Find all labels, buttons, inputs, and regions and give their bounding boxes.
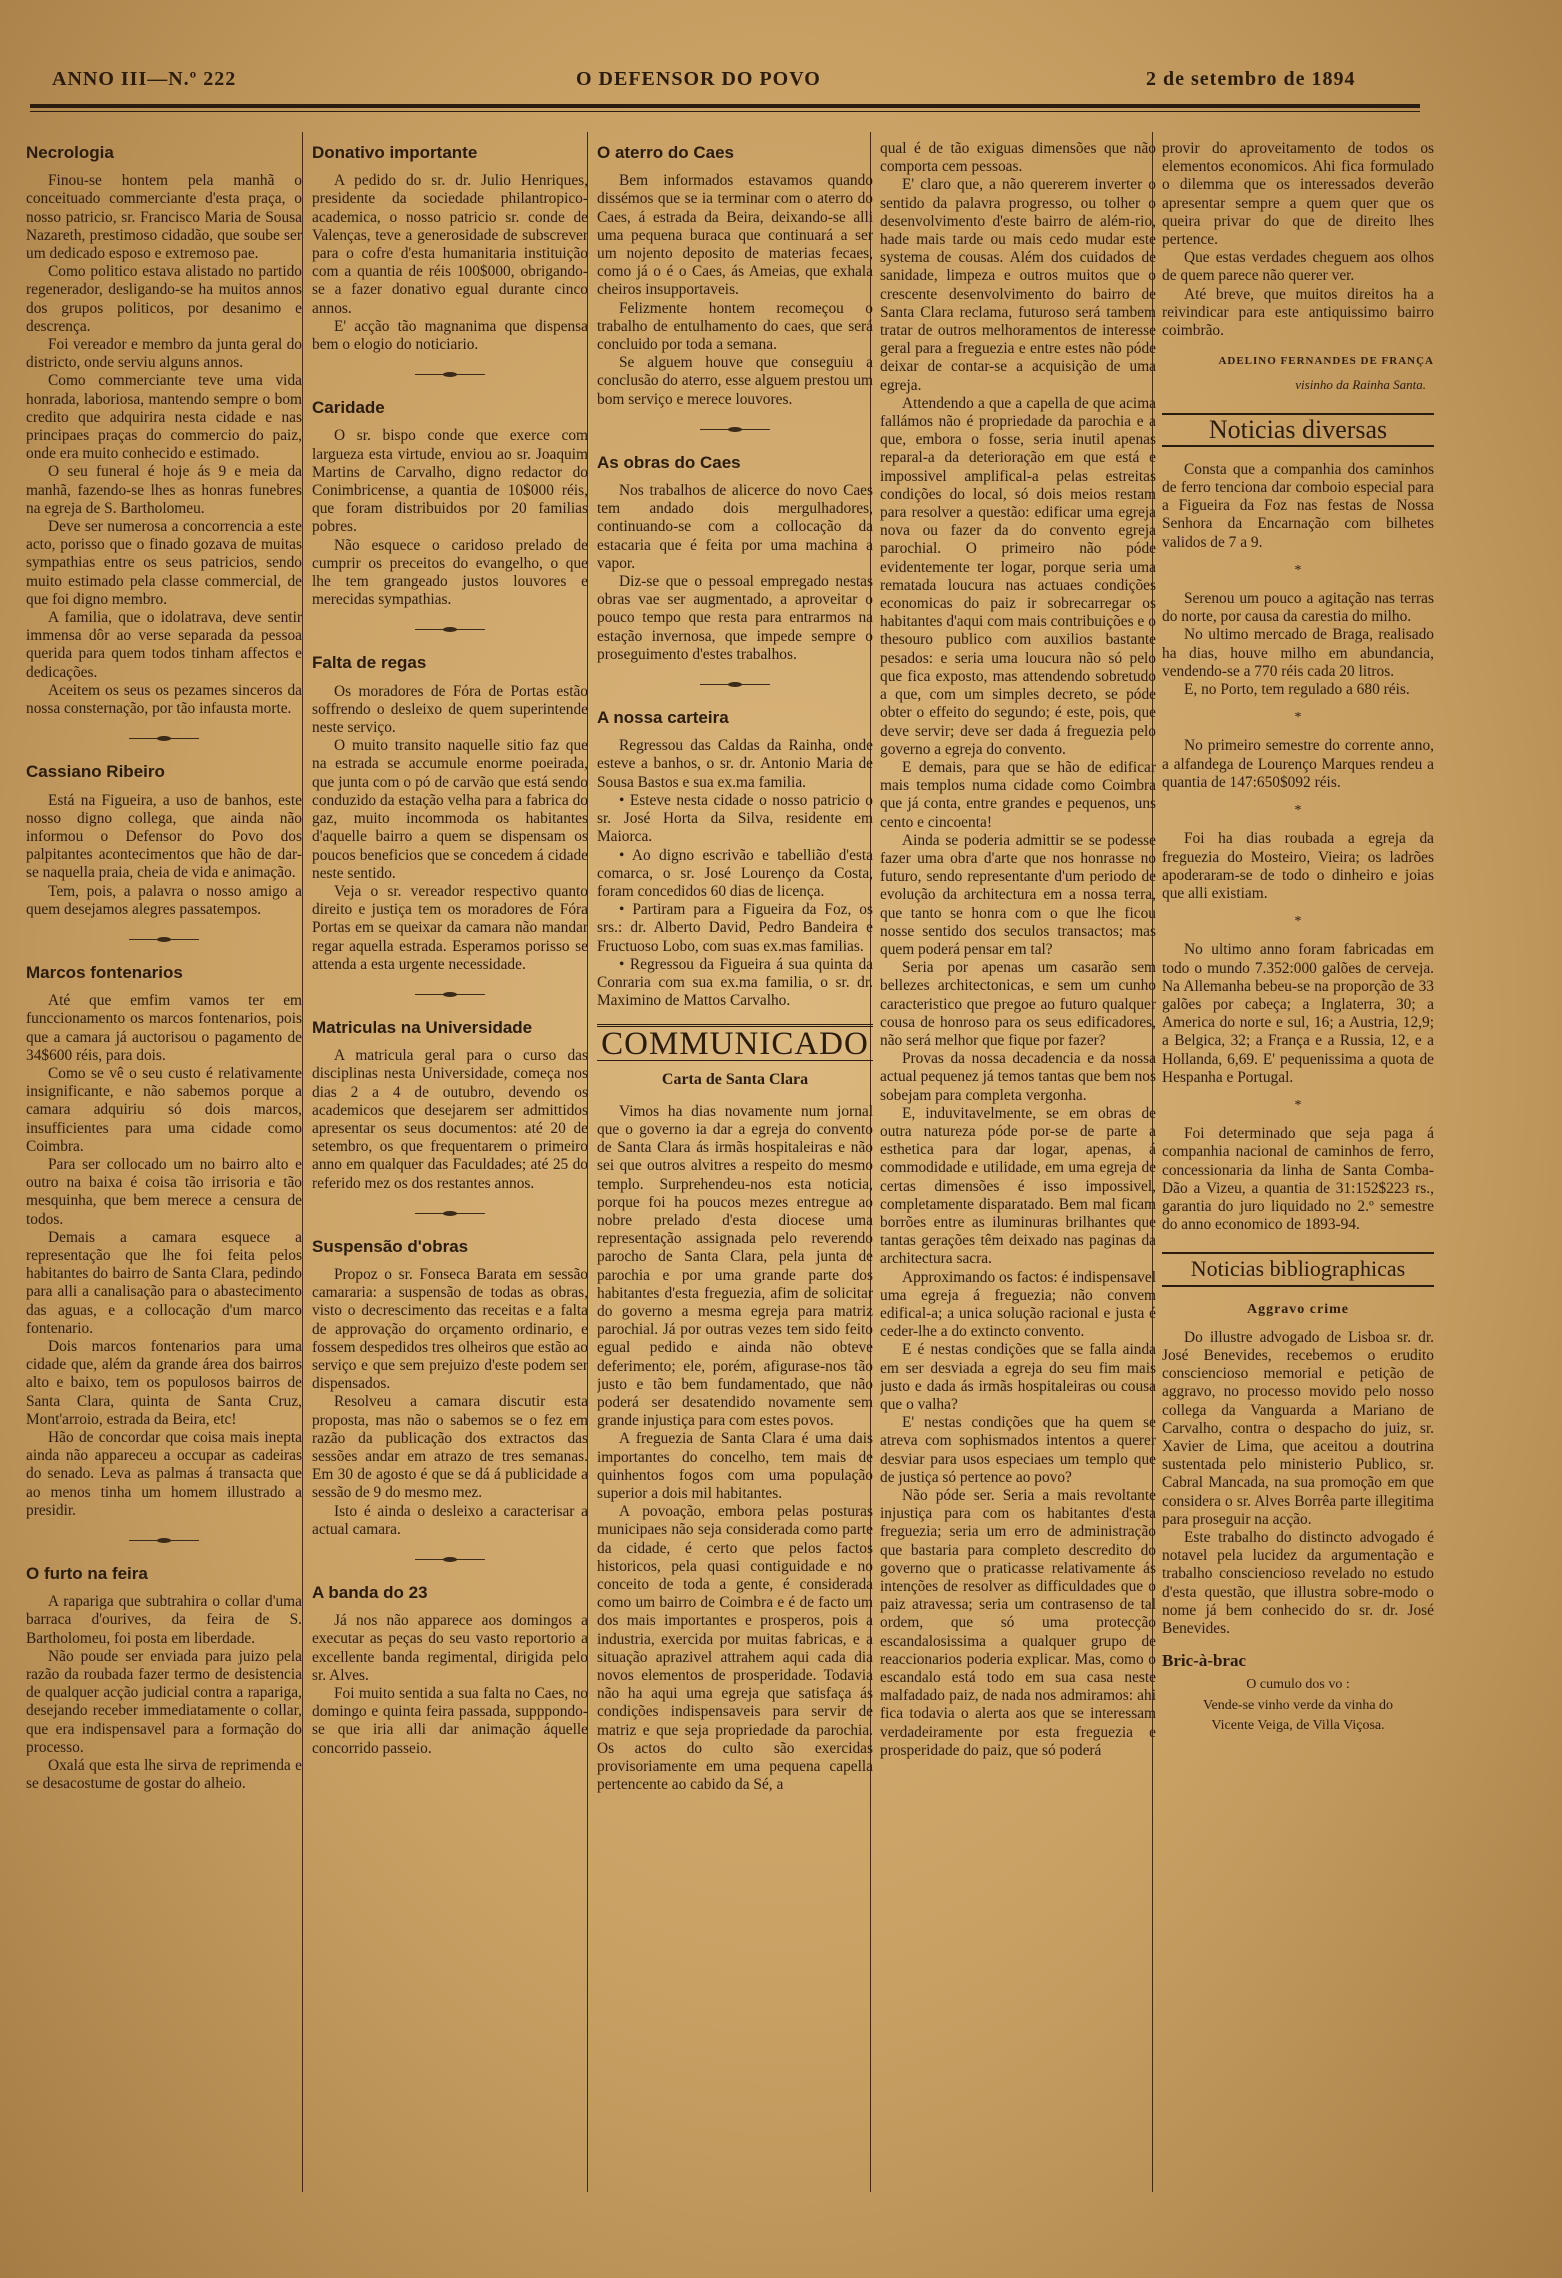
paragraph: Oxalá que esta lhe sirva de reprimenda e se desacostume de gostar do alheio. — [26, 1757, 302, 1793]
paragraph: O muito transito naquelle sitio faz que na estrada se accumule enorme poeirada, que junta com o pó de carvão que está sendo conduzido da estação velha para a fabrica do gaz, muito incommoda os habitantes d'aquelle bairro a quem se dispensam os poucos beneficios que se concedem á cidade neste sentido. — [312, 737, 588, 882]
noticias-diversas-heading: Noticias diversas — [1162, 413, 1434, 447]
paragraph: A matricula geral para o curso das disciplinas nesta Universidade, começa nos dias 2 a 4 de outubro, devendo os academicos que desejarem ser admittidos apresentar os seus documentos: até 20 de setembro, os que frequentarem o primeiro anno em qualquer das Faculdades; até 25 do referido mez os dos restantes annos. — [312, 1047, 588, 1192]
paragraph: E' nestas condições que ha quem se atreva com sophismados intentos a querer desviar para usos especiaes um templo que de justiça só pertence ao povo? — [880, 1414, 1156, 1486]
star-separator: * — [1294, 1097, 1302, 1113]
paragraph: qual é de tão exiguas dimensões que não comporta cem pessoas. — [880, 140, 1156, 176]
paragraph: O seu funeral é hoje ás 9 e meia da manhã, fazendo-se lhes as honras funebres na egreja de S. Bartholomeu. — [26, 463, 302, 517]
column-rule — [302, 132, 303, 2192]
section-title-furto: O furto na feira — [26, 1564, 148, 1584]
paragraph: E é nestas condições que se falla ainda em ser desviada a egreja do seu fim mais justo e dada ás irmãs hospitaleiras ou cousa que o valha? — [880, 1341, 1156, 1414]
column-3 — [597, 140, 873, 2180]
paragraph: Como se vê o seu custo é relativamente insignificante, e não sabemos porque a camara adquiriu só dois marcos, insufficientes para uma cidade como Coimbra. — [26, 1064, 302, 1155]
paragraph: No primeiro semestre do corrente anno, a alfandega de Lourenço Marques rendeu a quantia de 147:650$092 réis. — [1162, 737, 1434, 791]
column-4 — [880, 140, 1156, 2180]
section-divider — [700, 684, 770, 685]
paragraph: provir do aproveitamento de todos os elementos economicos. Ahi fica formulado o dilemma que os interessados deverão apresentar sempre a quem quer que os queira privar do que de direito lhes pertence. — [1162, 140, 1434, 249]
section-title-carteira: A nossa carteira — [597, 708, 729, 728]
column-2 — [312, 140, 588, 2180]
paragraph: Não poude ser enviada para juizo pela razão da roubada fazer termo de desistencia de qualquer acção judicial contra a rapariga, desejando receber immediatamente o collar, que era indispensavel para a formação do processo. — [26, 1647, 302, 1756]
section-title-cassiano: Cassiano Ribeiro — [26, 762, 165, 782]
paragraph: Como politico estava alistado no partido regenerador, desligando-se ha muitos annos dos grupos politicos, por desanimo e descrença. — [26, 263, 302, 335]
paragraph: Está na Figueira, a uso de banhos, este nosso digno collega, que ainda não informou o Defensor do Povo dos palpitantes acontecimentos que hão de dar-se naquella praia, cheia de vida e animação. — [26, 791, 302, 882]
section-title-donativo: Donativo importante — [312, 143, 478, 162]
verse-line: Vicente Veiga, de Villa Viçosa. — [1211, 1717, 1385, 1733]
paragraph: Regressou das Caldas da Rainha, onde esteve a banhos, o sr. dr. Antonio Maria de Sousa Bastos e sua ex.ma familia. — [597, 737, 873, 791]
paragraph: Ainda se poderia admittir se se podesse fazer uma obra d'arte que nos honrasse no futuro, sendo representante d'um periodo de evolução da architectura em a nossa terra, que tanto se honra com o que lhe ficou nosse sentido dos seculos transactos; mas quem poderá pensar em tal? — [880, 831, 1156, 958]
paragraph: Finou-se hontem pela manhã o conceituado commerciante d'esta praça, o nosso patricio, sr. Francisco Maria de Sousa Nazareth, prestimoso cidadão, que soube ser um dedicado esposo e extremoso pae. — [26, 172, 302, 263]
paragraph: A rapariga que subtrahira o collar d'uma barraca d'ourives, da feira de S. Bartholomeu, foi posta em liberdade. — [26, 1593, 302, 1647]
paragraph: • Ao digno escrivão e tabellião d'esta comarca, o sr. José Lourenço da Costa, foram concedidos 60 dias de licença. — [597, 846, 873, 900]
paragraph: Não póde ser. Seria a mais revoltante injustiça para com os habitantes d'esta freguezia; seria um erro de administração que bastaria para completo descredito do governo que o praticasse relativamente ás intenções de resolver as difficuldades que o paiz atravessa; seria um contrasenso de tal ordem, que só uma protecção escandalosissima a qualquer grupo de reaccionarios poderia explicar. Mas, como o escandalo está todo em sua casa neste malfadado paiz, de nada nos admiramos: ahi fica todavia o alerta aos que se interessam verdadeiramente por esta freguezia e prosperidade do paiz, que só poderá — [880, 1487, 1156, 1759]
paragraph: Felizmente hontem recomeçou o trabalho de entulhamento do caes, que será concluido por toda a semana. — [597, 299, 873, 354]
paragraph: Vimos ha dias novamente num jornal que o governo ia dar a egreja do convento de Santa Clara ás irmãs hospitaleiras e não sei que outros alvitres a respeito do mesmo templo. Surprehendeu-nos esta noticia, porque foi ha poucos mezes entregue ao nobre prelado d'esta diocese uma representação assignada pelo reverendo parocho de Santa Clara, pela junta de parochia e por uma grande parte dos habitantes d'esta freguezia, afim de solicitar do governo a mesma egreja para matriz parochial. Já por outras vezes tem sido feito egual pedido e ainda não obteve deferimento; ele, porém, afigurase-nos tão justo e tão bem fundamentado, que não poderá ser desatendido novamente sem grande injustiça para com estes povos. — [597, 1102, 873, 1430]
paragraph: Foi determinado que seja paga á companhia nacional de caminhos de ferro, concessionaria da linha de Santa Comba-Dão a Vizeu, a quantia de 31:152$223 rs., garantia do juro liquidado no 2.º semestre do anno economico de 1893-94. — [1162, 1125, 1434, 1234]
paragraph: Diz-se que o pessoal empregado nestas obras vae ser augmentado, a aproveitar o pouco tempo que resta para entrarmos na estação invernosa, que impede sempre o proseguimento d'estes trabalhos. — [597, 573, 873, 663]
paragraph: Attendendo a que a capella de que acima fallámos não é propriedade da parochia e a que, embora o fosse, seria inutil apenas reparal-a da deterioração em que está e impossivel amplifical-a pelas estreitas condições do local, só dois meios restam para resolver a questão: edificar uma egreja nova ou fazer da do convento egreja parochial. O primeiro não póde evidentemente ter logar, porque seria uma rematada loucura nas actuaes condições economicas do paiz ir sobrecarregar os habitantes d'aqui com mais contribuições e o thesouro publico com auxilios bastante pesados: e seria uma loucura não só pelo que fica exposto, mas attendendo sobretudo a que, com um simples decreto, se póde obter o effeito do segundo; é este, pois, que deve servir; deve ser dada á freguezia pelo governo a egreja do convento. — [880, 394, 1156, 758]
section-title-matriculas: Matriculas na Universidade — [312, 1017, 533, 1037]
paragraph: E, induvitavelmente, se em obras de outra natureza póde por-se de parte a esthetica para dar logar, apenas, á commodidade e utilidade, em uma egreja de certas dimensões é isso impossivel, completamente disparatado. Bem mal ficam borrões entre as iluminuras brilhantes que tantas gerações têm deixado nas paginas da architectura sacra. — [880, 1104, 1156, 1268]
paragraph: Demais a camara esquece a representação que lhe foi feita pelos habitantes do bairro de Santa Clara, pedindo para alli a canalisação para o abastecimento das aguas, e a collocação d'um marco fontenario. — [26, 1228, 302, 1337]
author-signature: ADELINO FERNANDES DE FRANÇA — [1218, 355, 1434, 368]
paragraph: Os moradores de Fóra de Portas estão soffrendo o desleixo de quem superintende neste serviço. — [312, 682, 588, 737]
section-title-banda: A banda do 23 — [312, 1583, 428, 1602]
star-separator: * — [1294, 914, 1302, 930]
masthead-rule-thin — [30, 111, 1420, 112]
paragraph: A freguezia de Santa Clara é uma dais importantes do concelho, tem mais de quinhentos fogos com uma população superior a dois mil habitantes. — [597, 1430, 873, 1502]
paragraph: A familia, que o idolatrava, deve sentir immensa dôr ao verse separada da pessoa querida para quem todos tinham affectos e dedicações. — [26, 609, 302, 681]
paragraph: Para ser collocado um no bairro alto e outro na baixa é coisa tão irrisoria e tão mesquinha, que bem merece a censura de todos. — [26, 1155, 302, 1228]
section-divider — [415, 1559, 485, 1560]
section-title-marcos: Marcos fontenarios — [26, 962, 183, 982]
carta-title: Carta de Santa Clara — [661, 1070, 809, 1088]
verse-line: O cumulo dos vo : — [1246, 1677, 1350, 1693]
paragraph: Do illustre advogado de Lisboa sr. dr. José Benevides, recebemos o erudito conscienciosо memorial e petição de aggravo, no processo movido pelo nosso collega da Vanguarda a Mariano de Carvalho, contra o despacho do juiz, sr. Xavier de Lima, que aceitou a doutrina sustentada pelo ministerio Publico, sr. Cabral Mancada, na sua promoção em que considera o sr. Alves Borrêa parte illegitima para proseguir na acção. — [1162, 1328, 1434, 1528]
section-divider — [415, 374, 485, 375]
communicado-heading: COMMUNICADO — [597, 1024, 873, 1060]
verse-line: Vende-se vinho verde da vinha do — [1202, 1697, 1394, 1713]
paragraph: E, no Porto, tem regulado a 680 réis. — [1184, 681, 1410, 699]
paragraph: Deve ser numerosa a concorrencia a este acto, porisso que o finado gozava de muitas sympathias entre os seus patricios, sendo muito estimado pela classe commercial, de que foi digno membro. — [26, 518, 302, 608]
paragraph: Veja o sr. vereador respectivo quanto direito e justiça tem os moradores de Fóra Portas em se queixar da camara não mandar regar aquella estrada. Esperamos porisso se attenda a esta urgente necessidade. — [312, 882, 588, 973]
section-title-regas: Falta de regas — [312, 653, 427, 673]
paragraph: Já nos não apparece aos domingos a executar as peças do seu vasto reportorio a excellente banda regimental, dirigida pelo sr. Alves. — [312, 1612, 588, 1684]
paragraph: Hão de concordar que coisa mais inepta ainda não appareceu a occupar as cadeiras do senado. Leva as palmas á transacta que ao menos tinha um homem illustrado a presidir. — [26, 1429, 302, 1519]
paragraph: Isto é ainda o desleixo a caracterisar a actual camara. — [312, 1502, 588, 1538]
bric-a-brac-title: Bric-à-brac — [1162, 1651, 1247, 1671]
paragraph: E demais, para que se hão de edificar mais templos numa cidade como Coimbra que já conta, entre grandes e pequenos, uns cento e cincoenta! — [880, 758, 1156, 831]
star-separator: * — [1294, 803, 1302, 819]
paragraph: Bem informados estavamos quando dissémos que se ia terminar com o aterro do Caes, á estrada da Beira, deixando-se alli uma pequena buraca que continuará a ser um nojento deposito de materias fecaes, como já o é o Caes, ás Ameias, que exhala cheiros insupportaveis. — [597, 172, 873, 299]
paragraph: E' acção tão magnanima que dispensa bem o elogio do noticiario. — [312, 317, 588, 354]
paragraph: Approximando os factos: é indispensavel uma egreja á freguezia; não convem edifical-a; a unica solução racional e justa é ceder-lhe a do extincto convento. — [880, 1268, 1156, 1341]
paragraph: Até que emfim vamos ter em funccionamento os marcos fontenarios, pois que a camara já auctorisou o pagamento de 34$600 réis, para dois. — [26, 992, 302, 1064]
aggravo-title: Aggravo crime — [1246, 1301, 1350, 1317]
paragraph: Foi vereador e membro da junta geral do districto, onde serviu alguns annos. — [26, 336, 302, 372]
paragraph: • Esteve nesta cidade o nosso patricio o sr. José Horta da Silva, residente em Maiorca. — [597, 791, 873, 846]
issue-date: 2 de setembro de 1894 — [1146, 68, 1356, 90]
section-divider — [129, 1540, 199, 1541]
paragraph: Nos trabalhos de alicerce do novo Caes tem andado dois mergulhadores, continuando-se com a collocação da estacaria que é feita por uma machina a vapor. — [597, 482, 873, 572]
column-1 — [26, 140, 302, 2180]
author-note: visinho da Rainha Santa. — [1295, 377, 1426, 393]
section-divider — [415, 629, 485, 630]
section-divider — [129, 738, 199, 739]
section-title-necrologia: Necrologia — [26, 143, 114, 162]
paragraph: Resolveu a camara discutir esta proposta, mas não o sabemos se o fez em razão da publicação dos extractos das sessões andar em atrazo de tres semanas. Em 30 de agosto é que se dá á publicidade a sessão de 9 do mesmo mez. — [312, 1393, 588, 1502]
column-5 — [1162, 140, 1434, 2180]
paragraph: Não esquece o caridoso prelado de cumprir os preceitos do evangelho, o que lhe tem grangeado justos louvores e merecidas sympathias. — [312, 536, 588, 609]
newspaper-title: O DEFENSOR DO POVO — [576, 68, 821, 90]
section-divider — [415, 994, 485, 995]
issue-number: ANNO III—N.º 222 — [52, 68, 237, 90]
paragraph: • Regressou da Figueira á sua quinta da Conraria com sua ex.ma familia, o sr. dr. Maximino de Mattos Carvalho. — [597, 955, 873, 1010]
paragraph: Propoz o sr. Fonseca Barata em sessão camararia: a suspensão de todas as obras, visto o decrescimento das receitas e a falta de approvação do orçamento ordinario, e fossem despedidos tres olheiros que estão ao serviço e que sem prejuizo d'este podem ser dispensados. — [312, 1265, 588, 1393]
paragraph: A pedido do sr. dr. Julio Henriques, presidente da sociedade philantropico-academica, o nosso patricio sr. conde de Valenças, teve a generosidade de subscrever para o cofre d'esta humanitaria instituição com a quantia de réis 100$000, obrigando-se a fazer donativo egual durante cinco annos. — [312, 172, 588, 317]
paragraph: Consta que a companhia dos caminhos de ferro tenciona dar comboio especial para a Figueira da Foz nas festas de Nossa Senhora da Encarnação com bilhetes validos de 7 a 9. — [1162, 460, 1434, 551]
paragraph: E' claro que, a não quererem inverter o sentido da palavra progresso, ou tolher o desenvolvimento d'este bairro de além-rio, hade mais tarde ou mais cedo mudar este systema de cousas. Além dos cuidados de sanidade, limpeza e outros muitos que o crescente desenvolvimento do bairro de Santa Clara reclama, futuroso será tambem tratar de outros melhoramentos de interesse geral para a freguezia e entre estes não póde deixar de contar-se a acquisição de uma egreja. — [880, 176, 1156, 394]
paragraph: Se alguem houve que conseguiu a conclusão do aterro, esse alguem prestou um bom serviço e merece louvores. — [597, 354, 873, 408]
paragraph: • Partiram para a Figueira da Foz, os srs.: dr. Alberto David, Pedro Bandeira e Fructuoso Lobo, com suas ex.mas familias. — [597, 901, 873, 955]
paragraph: Como commerciante teve uma vida honrada, laboriosa, mantendo sempre o bom credito que adquirira nesta cidade e nas principaes praças do commercio do paiz, onde era muito conhecido e estimado. — [26, 372, 302, 463]
paragraph: Tem, pois, a palavra o nosso amigo a quem desejamos alegres passatempos. — [26, 882, 302, 918]
star-separator: * — [1294, 562, 1302, 578]
masthead — [46, 62, 1396, 100]
paragraph: Foi ha dias roubada a egreja da freguezia do Mosteiro, Vieira; os ladrões apoderaram-se de todo o dinheiro e joias que alli existiam. — [1162, 830, 1434, 902]
paragraph: Dois marcos fontenarios para uma cidade que, além da grande área dos bairros alto e baixo, tem os populosos bairros de Santa Clara, quinta de Santa Cruz, Mont'arroio, estrada da Beira, etc! — [26, 1337, 302, 1428]
noticias-bibliographicas-heading: Noticias bibliographicas — [1162, 1252, 1434, 1286]
section-title-caridade: Caridade — [312, 398, 385, 418]
masthead-rule — [30, 104, 1420, 108]
star-separator: * — [1294, 710, 1302, 726]
section-divider — [700, 429, 770, 430]
paragraph: No ultimo mercado de Braga, realisado ha dias, houve milho em abundancia, vendendo-se a 770 réis cada 20 litros. — [1162, 626, 1434, 680]
paragraph: Que estas verdades cheguem aos olhos de quem parece não querer ver. — [1162, 249, 1434, 285]
section-title-obras: As obras do Caes — [597, 452, 741, 472]
paragraph: Seria por apenas um casarão sem bellezes architectonicas, e sem um cunho caracteristico que pregoe ao futuro qualquer cousa de honroso para os seus edificadores, não será melhor que fique por fazer? — [880, 959, 1156, 1049]
paragraph: Provas da nossa decadencia e da nossa actual pequenez já temos tantas que bem nos sobejam para completa vergonha. — [880, 1050, 1156, 1104]
section-divider — [415, 1213, 485, 1214]
paragraph: A povoação, embora pelas posturas municipaes não seja considerada como parte da cidade, é certo que pelos factos historicos, pela quasi contiguidade e no conceito de toda a gente, é considerada como um bairro de Coimbra e é de facto um dos mais importantes e prosperos, pois a industria, exercida por muitas fabricas, e a situação aprazivel attrahem aqui cada dia novos elementos de prosperidade. Todavia não ha aqui uma egreja que satisfaça ás condições indispensaveis para servir de matriz e que seja propriedade da parochia. Os actos do culto são exercidas provisoriamente em uma pequena capella pertencente ao cabido da Sé, a — [597, 1503, 873, 1794]
paragraph: Serenou um pouco a agitação nas terras do norte, por causa da carestia do milho. — [1162, 590, 1434, 626]
paragraph: Até breve, que muitos direitos ha a reivindicar para este antiquissimo bairro coimbrão. — [1162, 285, 1434, 340]
section-title-aterro: O aterro do Caes — [597, 143, 734, 162]
paragraph: O sr. bispo conde que exerce com largueza esta virtude, enviou ao sr. Joaquim Martins de Carvalho, digno redactor do Conimbricense, a quantia de 10$000 réis, que foram distribuidos por 20 familias pobres. — [312, 427, 588, 536]
section-divider — [129, 939, 199, 940]
paragraph: Foi muito sentida a sua falta no Caes, no domingo e quinta feira passada, supppondo-se que iria alli dar animação áquelle concorrido passeio. — [312, 1685, 588, 1757]
paragraph: No ultimo anno foram fabricadas em todo o mundo 7.352:000 galões de cerveja. Na Allemanha bebeu-se na proporção de 33 galões por cabeça; a Inglaterra, 30; a America do norte e sul, 16; a Austria, 12,9; a Belgica, 32; a França e a Russia, 12, e a Hollanda, 6,69. E' pequenissima a quota de Hespanha e Portugal. — [1162, 941, 1434, 1086]
section-title-suspensao: Suspensão d'obras — [312, 1236, 469, 1256]
paragraph: Aceitem os seus os pezames sinceros da nossa consternação, por tão infausta morte. — [26, 681, 302, 718]
paragraph: Este trabalho do distincto advogado é notavel pela lucidez da argumentação e trabalho consciencioso revelado no estudo d'esta questão, que illustra sobre-modo o nome já bem conhecido do sr. dr. José Benevides. — [1162, 1529, 1434, 1638]
